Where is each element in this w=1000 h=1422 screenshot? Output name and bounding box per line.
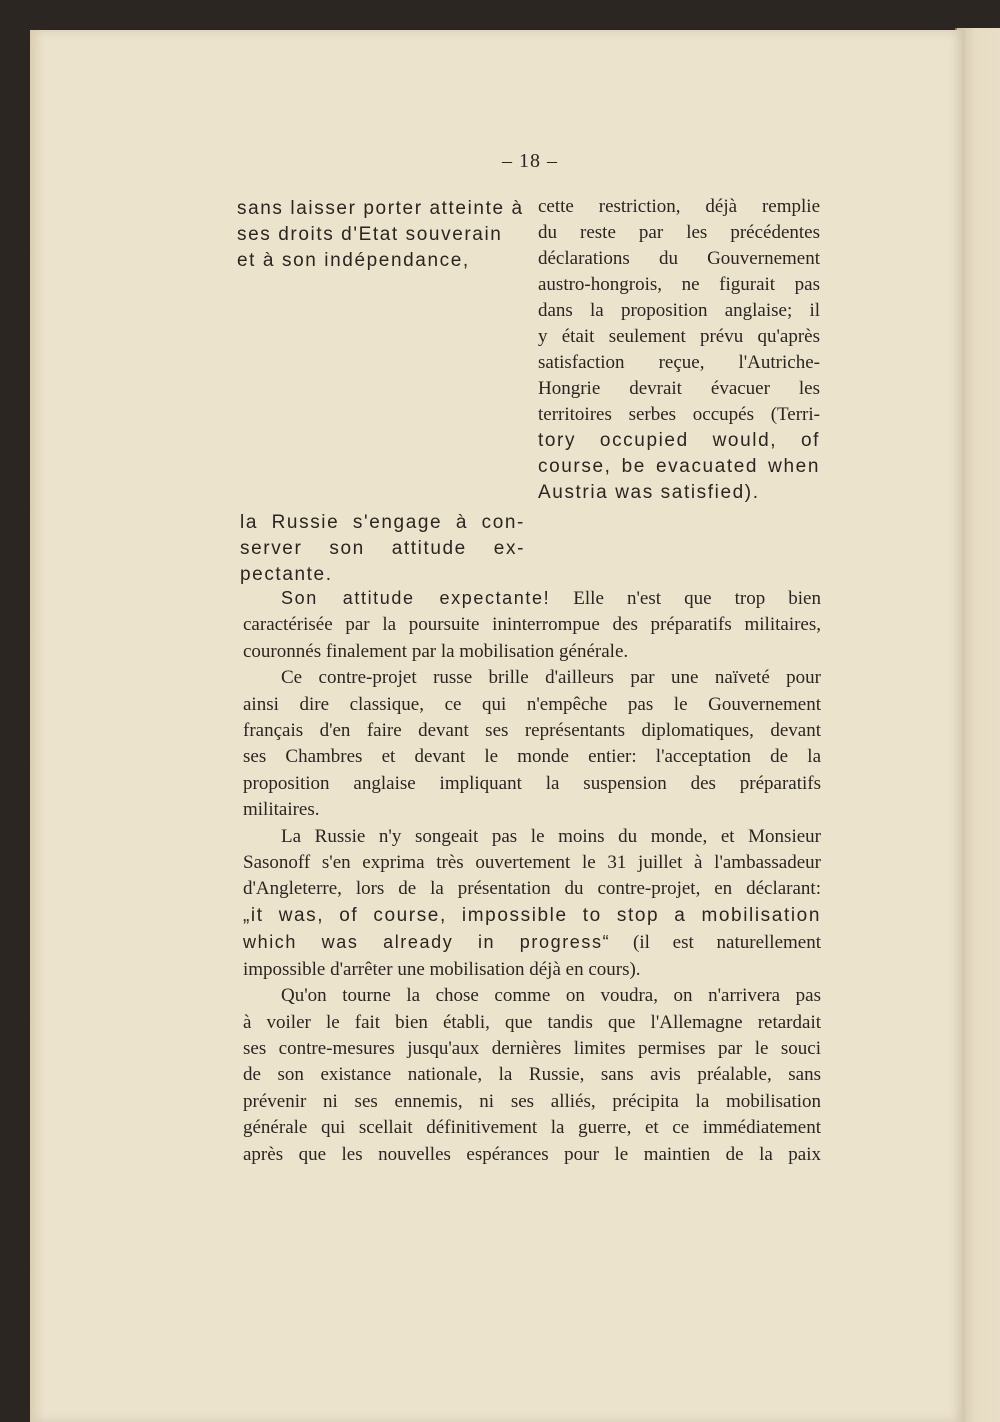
quoted-english-line-2: which was already in progress“ xyxy=(243,932,611,953)
right-column-line-9: territoires serbes occupés (Terri- xyxy=(538,404,820,425)
right-column-line-11: course, be evacuated when xyxy=(538,456,820,477)
paragraph-3-line-5 xyxy=(243,929,821,956)
paragraph-3-after-quote: (il est naturellement xyxy=(633,932,821,954)
paragraph-4-line-6: générale qui scellait définitivement la guerre, et ce immédiatement xyxy=(243,1117,821,1139)
paragraph-4-line-3: ses contre-mesures jusqu'aux dernières limites permises par le souci xyxy=(243,1037,821,1059)
right-column-line-4: austro-hongrois, ne figurait pas xyxy=(538,274,820,295)
paragraph-2-line-1: Ce contre-projet russe brille d'ailleurs par une naïveté pour xyxy=(281,667,821,689)
paragraph-4-line-5: prévenir ni ses ennemis, ni ses alliés, précipita la mobilisation xyxy=(243,1090,821,1112)
right-column-line-5: dans la proposition anglaise; il xyxy=(538,300,820,321)
right-column-line-3: déclarations du Gouvernement xyxy=(538,248,820,269)
left-bottom-line-2: server son attitude ex- xyxy=(240,538,525,559)
left-bottom-line-3: pectante. xyxy=(240,564,333,585)
paragraph-1-line-2: caractérisée par la poursuite ininterrompue des préparatifs militaires, xyxy=(243,614,821,636)
paragraph-2-line-4: ses Chambres et devant le monde entier: l'acceptation de la xyxy=(243,746,821,768)
right-column-line-2: du reste par les précédentes xyxy=(538,222,820,243)
left-column-line-2: ses droits d'Etat souverain xyxy=(237,224,503,245)
paragraph-4-line-2: à voiler le fait bien établi, que tandis que l'Allemagne retardait xyxy=(243,1011,821,1033)
right-column-line-6: y était seulement prévu qu'après xyxy=(538,326,820,347)
paragraph-1-line-1 xyxy=(243,585,821,612)
paragraph-4-line-1: Qu'on tourne la chose comme on voudra, on n'arrivera pas xyxy=(281,985,821,1007)
left-column-continuation xyxy=(240,510,525,588)
paragraph-3-line-3: d'Angleterre, lors de la présentation du contre-projet, en déclarant: xyxy=(243,878,821,900)
paragraph-4-line-4: de son existance nationale, la Russie, sans avis préalable, sans xyxy=(243,1064,821,1086)
paragraph-3-line-1: La Russie n'y songeait pas le moins du monde, et Monsieur xyxy=(281,825,821,847)
paragraph-2-line-6: militaires. xyxy=(243,799,320,821)
paragraph-3-line-6: impossible d'arrêter une mobilisation déjà en cours). xyxy=(243,958,641,980)
left-column-line-1: sans laisser porter atteinte à xyxy=(237,198,524,219)
emphasis-spaced: Son attitude expectante! xyxy=(281,588,551,608)
right-column-line-12: Austria was satisfied). xyxy=(538,482,760,503)
paragraph-4-line-7: après que les nouvelles espérances pour le maintien de la paix xyxy=(243,1143,821,1165)
paragraph-1-line-3: couronnés finalement par la mobilisation générale. xyxy=(243,640,629,662)
left-bottom-line-1: la Russie s'engage à con- xyxy=(240,512,525,533)
right-column xyxy=(538,194,820,506)
left-column-line-3: et à son indépendance, xyxy=(237,250,470,271)
right-column-line-7: satisfaction reçue, l'Autriche- xyxy=(538,352,820,373)
body-text xyxy=(243,585,821,1168)
right-column-line-1: cette restriction, déjà remplie xyxy=(538,196,820,217)
paragraph-2-line-3: français d'en faire devant ses représentants diplomatiques, devant xyxy=(243,720,821,742)
page-number: – 18 – xyxy=(502,150,558,172)
right-column-line-10: tory occupied would, of xyxy=(538,430,820,451)
paragraph-2-line-2: ainsi dire classique, ce qui n'empêche pas le Gouvernement xyxy=(243,693,821,715)
paragraph-2-line-5: proposition anglaise impliquant la suspension des préparatifs xyxy=(243,772,821,794)
paragraph-1-rest: Elle n'est que trop bien xyxy=(573,588,821,609)
quoted-english-line-1: „it was, of course, impossible to stop a mobilisation xyxy=(243,904,821,926)
paragraph-3-line-2: Sasonoff s'en exprima très ouvertement le 31 juillet à l'ambassadeur xyxy=(243,852,821,874)
right-column-line-8: Hongrie devrait évacuer les xyxy=(538,378,820,399)
